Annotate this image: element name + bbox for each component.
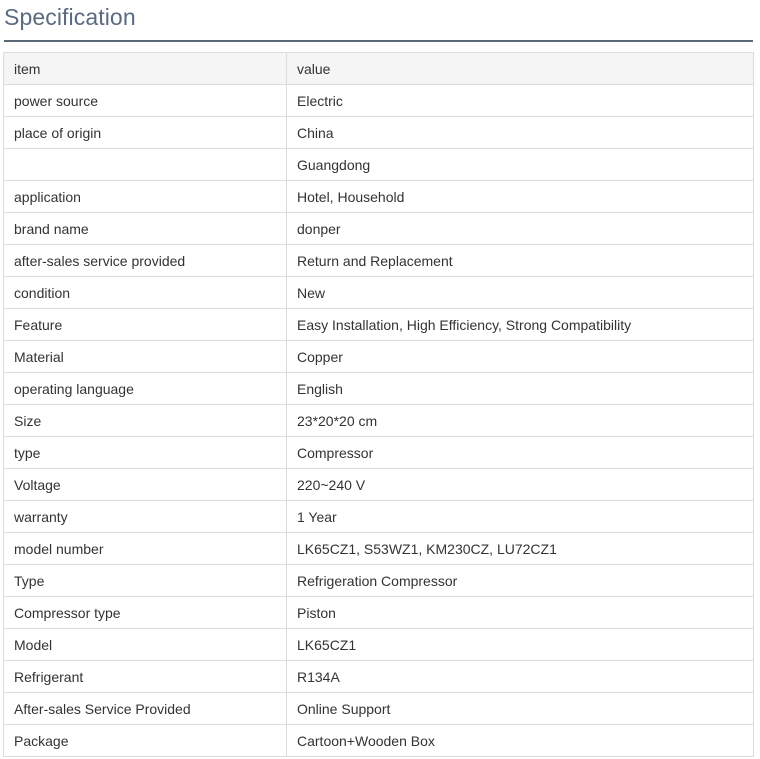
section-title: Specification <box>4 4 136 30</box>
row-item <box>4 149 287 181</box>
column-header-value: value <box>287 53 754 85</box>
row-item: Voltage <box>4 469 287 501</box>
table-row <box>4 277 754 309</box>
row-item: brand name <box>4 213 287 245</box>
row-item: Size <box>4 405 287 437</box>
row-value: 1 Year <box>287 501 754 533</box>
table-row <box>4 149 754 181</box>
table-row <box>4 405 754 437</box>
row-item: model number <box>4 533 287 565</box>
row-value: 23*20*20 cm <box>287 405 754 437</box>
row-value: Guangdong <box>287 149 754 181</box>
table-row <box>4 213 754 245</box>
row-item: condition <box>4 277 287 309</box>
table-row <box>4 533 754 565</box>
specification-header <box>4 0 753 42</box>
row-value: Return and Replacement <box>287 245 754 277</box>
row-item: place of origin <box>4 117 287 149</box>
row-value: R134A <box>287 661 754 693</box>
table-row <box>4 85 754 117</box>
table-row <box>4 661 754 693</box>
row-item: Package <box>4 725 287 757</box>
table-row <box>4 373 754 405</box>
table-row <box>4 309 754 341</box>
row-item: Type <box>4 565 287 597</box>
row-value: donper <box>287 213 754 245</box>
table-header-row <box>4 53 754 85</box>
table-row <box>4 117 754 149</box>
table-row <box>4 597 754 629</box>
row-value: Piston <box>287 597 754 629</box>
table-row <box>4 501 754 533</box>
specification-table <box>3 52 754 757</box>
row-value: China <box>287 117 754 149</box>
table-row <box>4 469 754 501</box>
row-value: LK65CZ1, S53WZ1, KM230CZ, LU72CZ1 <box>287 533 754 565</box>
table-row <box>4 565 754 597</box>
row-item: After-sales Service Provided <box>4 693 287 725</box>
row-value: Hotel, Household <box>287 181 754 213</box>
row-item: application <box>4 181 287 213</box>
row-item: Compressor type <box>4 597 287 629</box>
row-item: Refrigerant <box>4 661 287 693</box>
table-row <box>4 725 754 757</box>
row-value: Copper <box>287 341 754 373</box>
row-value: English <box>287 373 754 405</box>
row-item: after-sales service provided <box>4 245 287 277</box>
table-row <box>4 341 754 373</box>
row-item: warranty <box>4 501 287 533</box>
row-value: Online Support <box>287 693 754 725</box>
table-row <box>4 629 754 661</box>
row-value: Electric <box>287 85 754 117</box>
row-value: Easy Installation, High Efficiency, Strong Compatibility <box>287 309 754 341</box>
table-row <box>4 181 754 213</box>
row-item: Feature <box>4 309 287 341</box>
table-row <box>4 245 754 277</box>
row-value: 220~240 V <box>287 469 754 501</box>
row-value: New <box>287 277 754 309</box>
table-row <box>4 437 754 469</box>
row-item: operating language <box>4 373 287 405</box>
row-item: Model <box>4 629 287 661</box>
row-value: Refrigeration Compressor <box>287 565 754 597</box>
row-value: LK65CZ1 <box>287 629 754 661</box>
table-row <box>4 693 754 725</box>
row-item: type <box>4 437 287 469</box>
row-item: Material <box>4 341 287 373</box>
column-header-item: item <box>4 53 287 85</box>
row-item: power source <box>4 85 287 117</box>
row-value: Compressor <box>287 437 754 469</box>
row-value: Cartoon+Wooden Box <box>287 725 754 757</box>
